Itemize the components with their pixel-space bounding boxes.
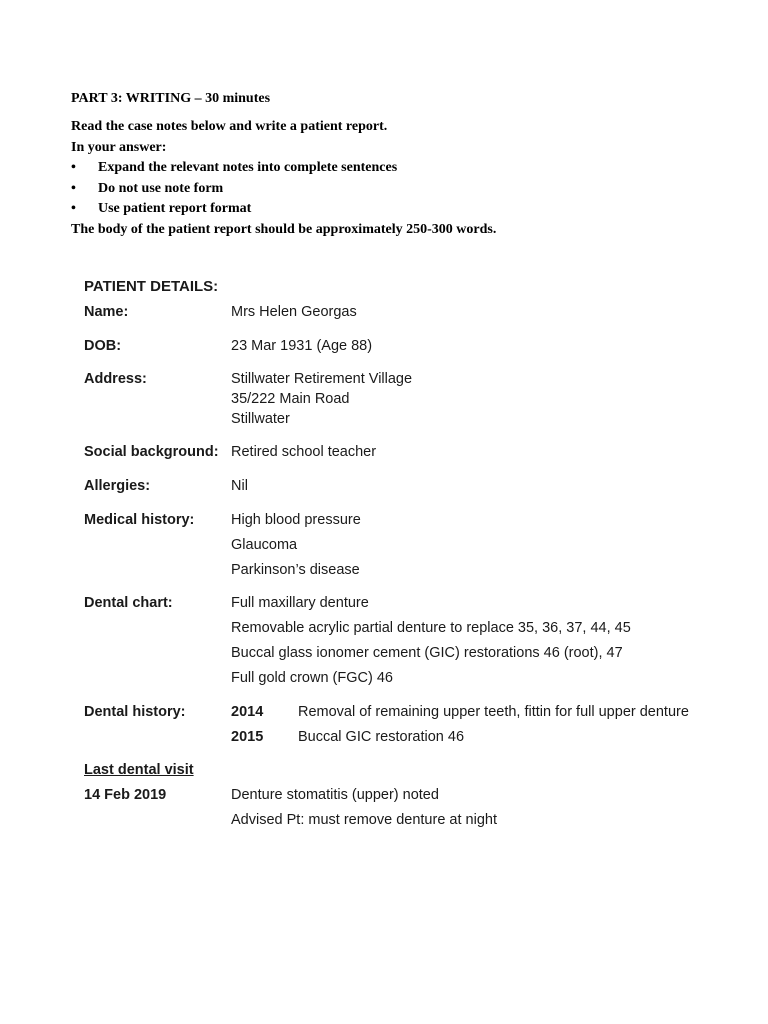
- dental-chart-item: Full maxillary denture: [231, 595, 369, 611]
- name-value: Mrs Helen Georgas: [231, 304, 357, 320]
- dental-chart-label: Dental chart:: [84, 595, 173, 611]
- dental-chart-item: Buccal glass ionomer cement (GIC) restorations 46 (root), 47: [231, 645, 623, 661]
- medical-history-item: Glaucoma: [231, 537, 298, 553]
- medical-history-label: Medical history:: [84, 512, 195, 528]
- dental-history-text: Buccal GIC restoration 46: [298, 729, 465, 745]
- dental-history-text: Removal of remaining upper teeth, fittin for full upper denture: [298, 704, 689, 720]
- address-line: Stillwater: [231, 411, 290, 427]
- address-line: Stillwater Retirement Village: [231, 371, 413, 387]
- allergies-value: Nil: [231, 478, 248, 494]
- social-background-label: Social background:: [84, 444, 219, 460]
- in-your-answer: In your answer:: [71, 140, 167, 155]
- last-visit-item: Advised Pt: must remove denture at night: [231, 812, 497, 828]
- last-dental-visit-label: Last dental visit: [84, 762, 194, 778]
- section-title: PART 3: WRITING – 30 minutes: [71, 91, 271, 106]
- address-line: 35/222 Main Road: [231, 391, 350, 407]
- medical-history-item: High blood pressure: [231, 512, 361, 528]
- bullet-icon: •: [71, 201, 76, 216]
- allergies-label: Allergies:: [84, 478, 151, 494]
- dental-history-label: Dental history:: [84, 704, 186, 720]
- bullet-icon: •: [71, 160, 76, 175]
- social-background-value: Retired school teacher: [231, 444, 377, 460]
- dob-label: DOB:: [84, 338, 122, 354]
- dental-history-year: 2015: [231, 729, 264, 745]
- dental-chart-item: Full gold crown (FGC) 46: [231, 670, 393, 686]
- dob-value: 23 Mar 1931 (Age 88): [231, 338, 373, 354]
- intro-text: Read the case notes below and write a patient report.: [71, 119, 388, 134]
- name-label: Name:: [84, 304, 129, 320]
- dental-chart-item: Removable acrylic partial denture to replace 35, 36, 37, 44, 45: [231, 620, 631, 636]
- address-label: Address:: [84, 371, 147, 387]
- last-visit-date: 14 Feb 2019: [84, 787, 167, 803]
- dental-history-year: 2014: [231, 704, 264, 720]
- medical-history-item: Parkinson’s disease: [231, 562, 360, 578]
- patient-details-heading: PATIENT DETAILS:: [84, 278, 219, 295]
- word-count-note: The body of the patient report should be approximately 250-300 words.: [71, 222, 497, 237]
- bullet-item: Do not use note form: [98, 181, 224, 196]
- bullet-item: Expand the relevant notes into complete sentences: [98, 160, 398, 175]
- bullet-icon: •: [71, 181, 76, 196]
- bullet-item: Use patient report format: [98, 201, 252, 216]
- last-visit-item: Denture stomatitis (upper) noted: [231, 787, 439, 803]
